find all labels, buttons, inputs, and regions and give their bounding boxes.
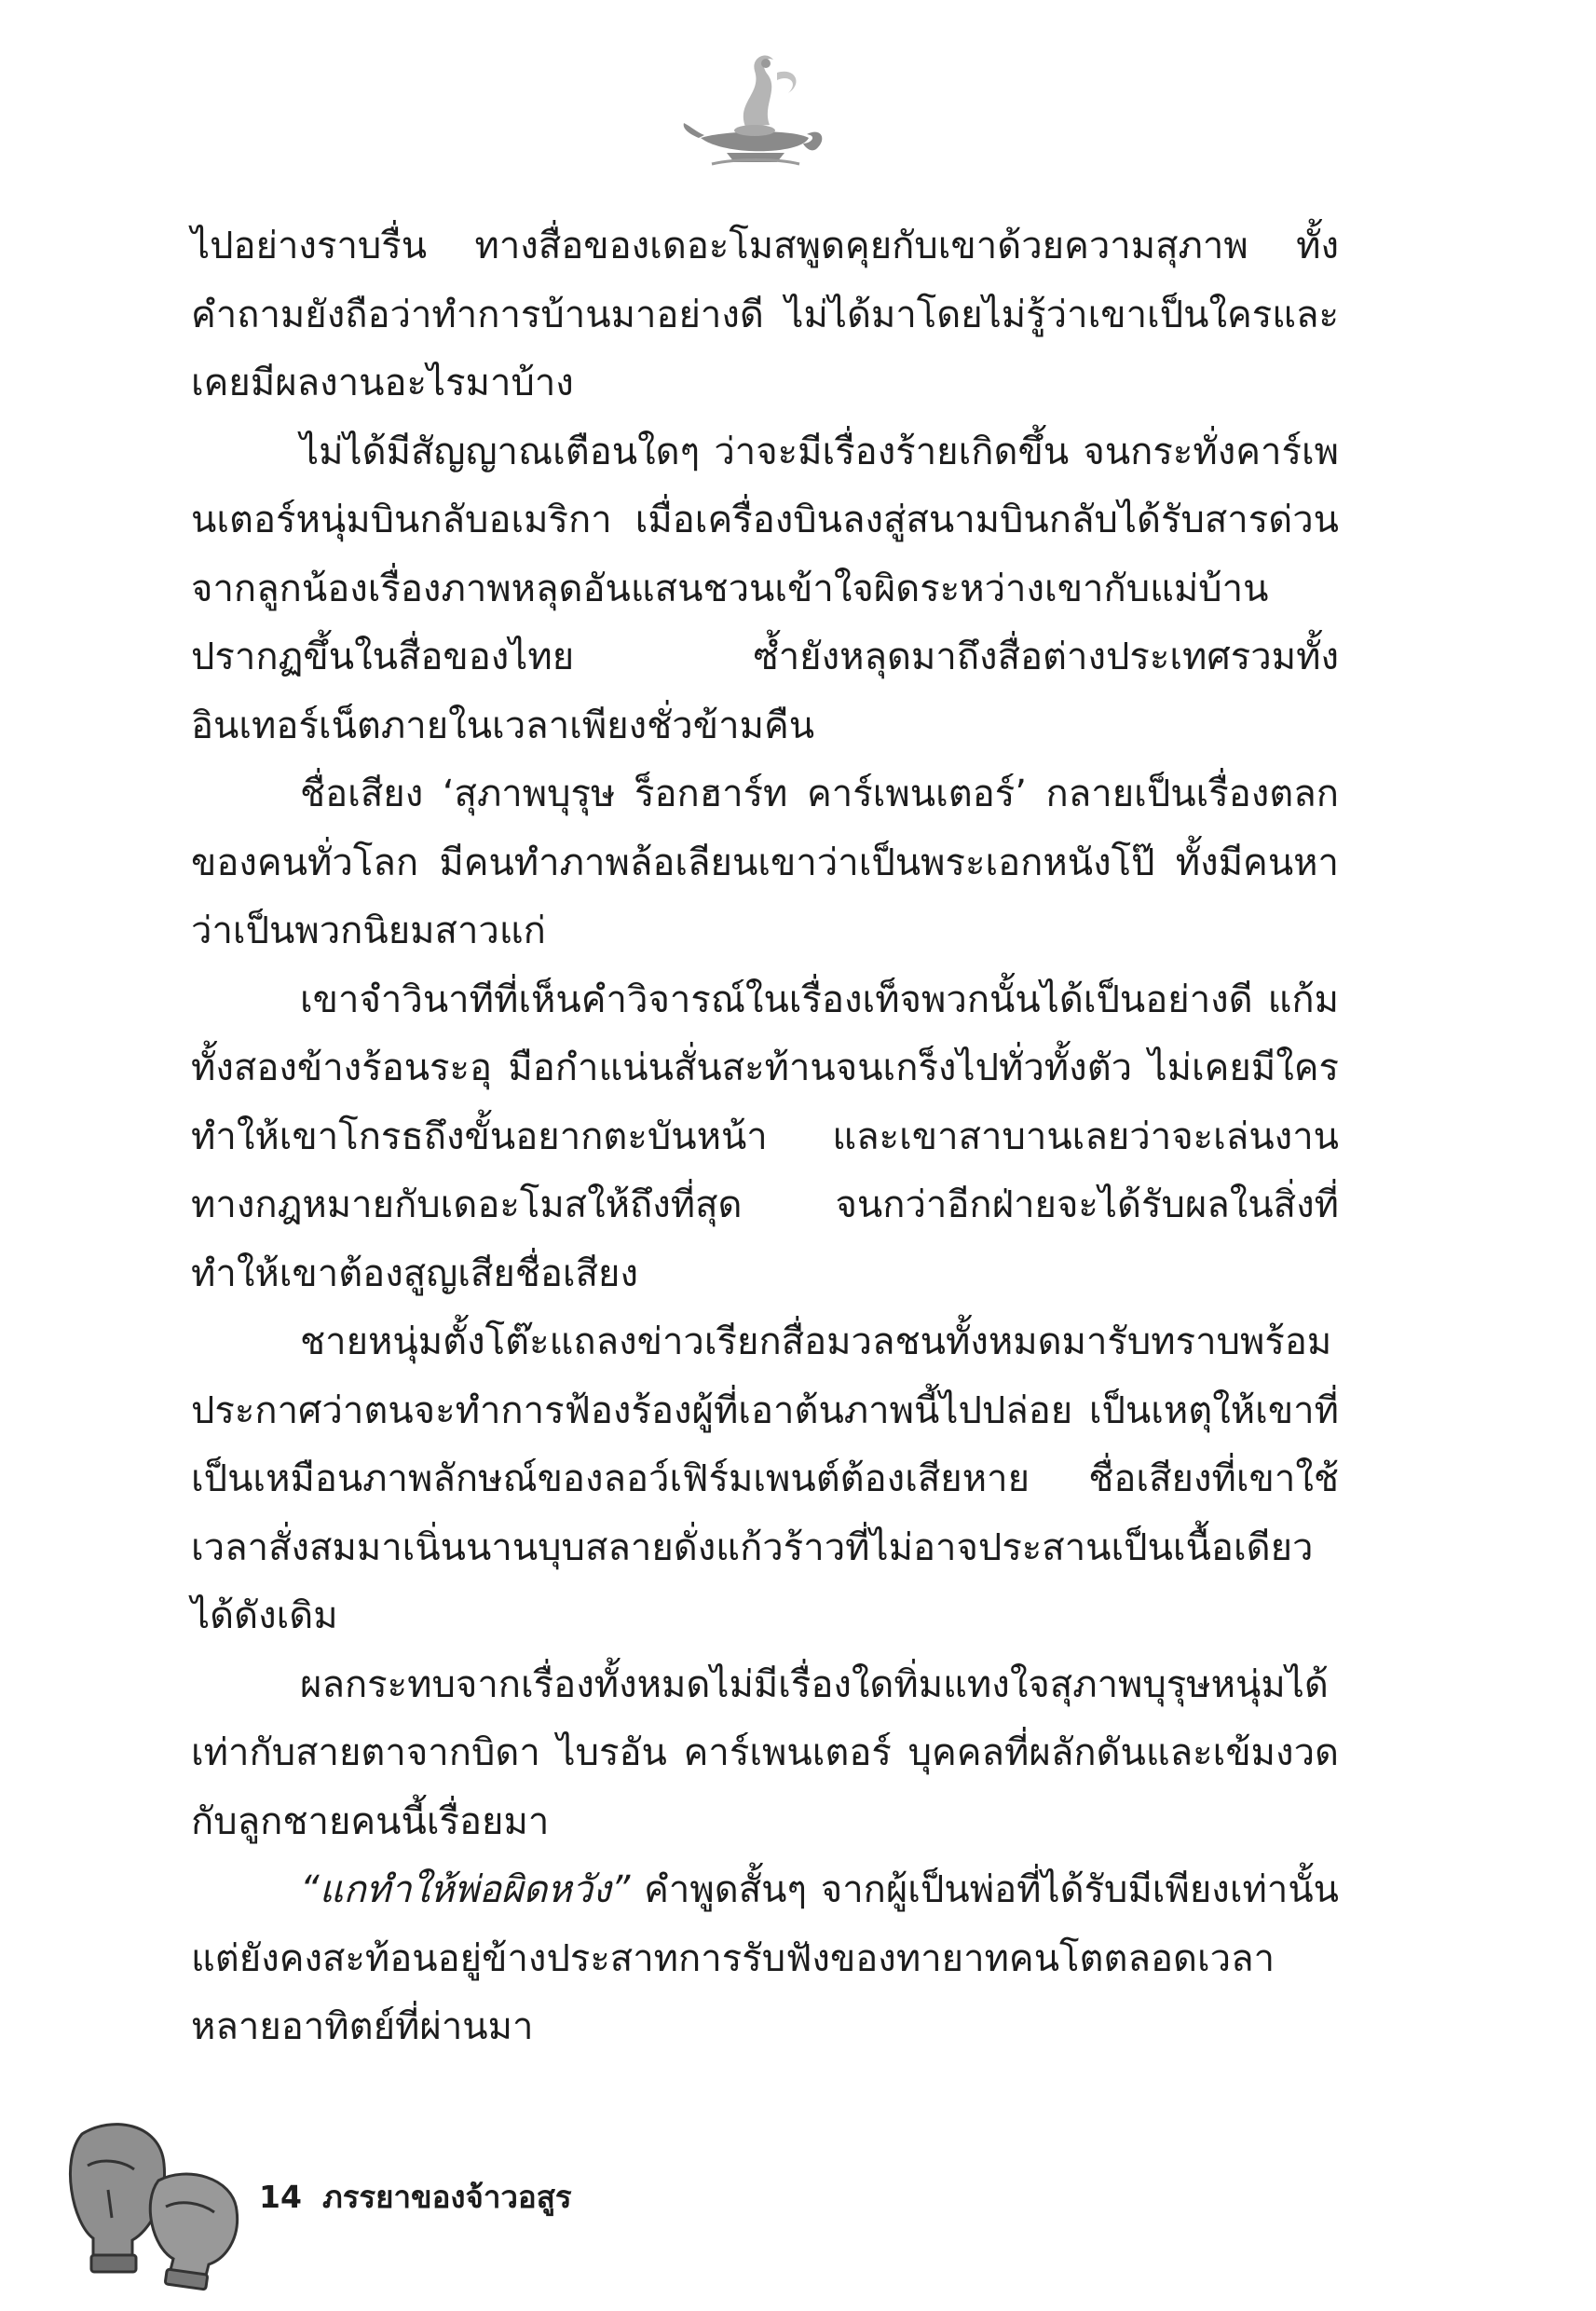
paragraph: เขาจำวินาทีที่เห็นคำวิจารณ์ในเรื่องเท็จพวกนั้นได้เป็นอย่างดี แก้มทั้งสองข้างร้อนระอุ มือกำแน่นสั่นสะท้านจนเกร็งไปทั่วทั้งตัว ไม่เคยมีใครทำให้เขาโกรธถึงขั้นอยากตะบันหน้า และเขาสาบานเลยว่าจะเล่นงานทางกฎหมายกับเดอะโมสให้ถึงที่สุด จนกว่าอีกฝ่ายจะได้รับผลในสิ่งที่ทำให้เขาต้องสูญเสียชื่อเสียง: [191, 978, 1339, 1295]
paragraph: ไม่ได้มีสัญญาณเตือนใดๆ ว่าจะมีเรื่องร้ายเกิดขึ้น จนกระทั่งคาร์เพนเตอร์หนุ่มบินกลับอเมริกา เมื่อเครื่องบินลงสู่สนามบินกลับได้รับสารด่วนจากลูกน้องเรื่องภาพหลุดอันแสนชวนเข้าใจผิดระหว่างเขากับแม่บ้านปรากฏขึ้นในสื่อของไทย ซ้ำยังหลุดมาถึงสื่อต่างประเทศรวมทั้งอินเทอร์เน็ตภายในเวลาเพียงชั่วข้ามคืน: [191, 430, 1339, 747]
paragraph: ไปอย่างราบรื่น ทางสื่อของเดอะโมสพูดคุยกับเขาด้วยความสุภาพ ทั้งคำถามยังถือว่าทำการบ้านมาอย่างดี ไม่ได้มาโดยไม่รู้ว่าเขาเป็นใครและเคยมีผลงานอะไรมาบ้าง: [191, 225, 1339, 404]
genie-lamp-icon: [680, 47, 829, 172]
paragraph: ชายหนุ่มตั้งโต๊ะแถลงข่าวเรียกสื่อมวลชนทั้งหมดมารับทราบพร้อมประกาศว่าตนจะทำการฟ้องร้องผู้ที่เอาต้นภาพนี้ไปปล่อย เป็นเหตุให้เขาที่เป็นเหมือนภาพลักษณ์ของลอว์เฟิร์มเพนต์ต้องเสียหาย ชื่อเสียงที่เขาใช้เวลาสั่งสมมาเนิ่นนานบุบสลายดั่งแก้วร้าวที่ไม่อาจประสานเป็นเนื้อเดียวได้ดังเดิม: [191, 1320, 1339, 1637]
page-number: 14: [259, 2179, 302, 2215]
body-text: [191, 212, 1339, 2062]
dialogue-quote: “แกทำให้พ่อผิดหวัง”: [300, 1868, 631, 1911]
paragraph: ผลกระทบจากเรื่องทั้งหมดไม่มีเรื่องใดทิ่มแทงใจสุภาพบุรุษหนุ่มได้เท่ากับสายตาจากบิดา ไบรอัน คาร์เพนเตอร์ บุคคลที่ผลักดันและเข้มงวดกับลูกชายคนนี้เรื่อยมา: [191, 1662, 1339, 1843]
page-footer: [259, 2179, 572, 2216]
book-title: ภรรยาของจ้าวอสูร: [321, 2179, 572, 2215]
paragraph: ชื่อเสียง ‘สุภาพบุรุษ ร็อกฮาร์ท คาร์เพนเตอร์’ กลายเป็นเรื่องตลกของคนทั่วโลก มีคนทำภาพล้อเลียนเขาว่าเป็นพระเอกหนังโป๊ ทั้งมีคนหาว่าเป็นพวกนิยมสาวแก่: [191, 773, 1339, 952]
boxing-gloves-icon: [56, 2115, 252, 2292]
paragraph-text: คำพูดสั้นๆ จากผู้เป็นพ่อที่ได้รับมีเพียงเท่านั้น แต่ยังคงสะท้อนอยู่ข้างประสาทการรับฟังของทายาทคนโตตลอดเวลาหลายอาทิตย์ที่ผ่านมา: [191, 1868, 1339, 2048]
paragraph: [191, 1856, 1339, 2062]
